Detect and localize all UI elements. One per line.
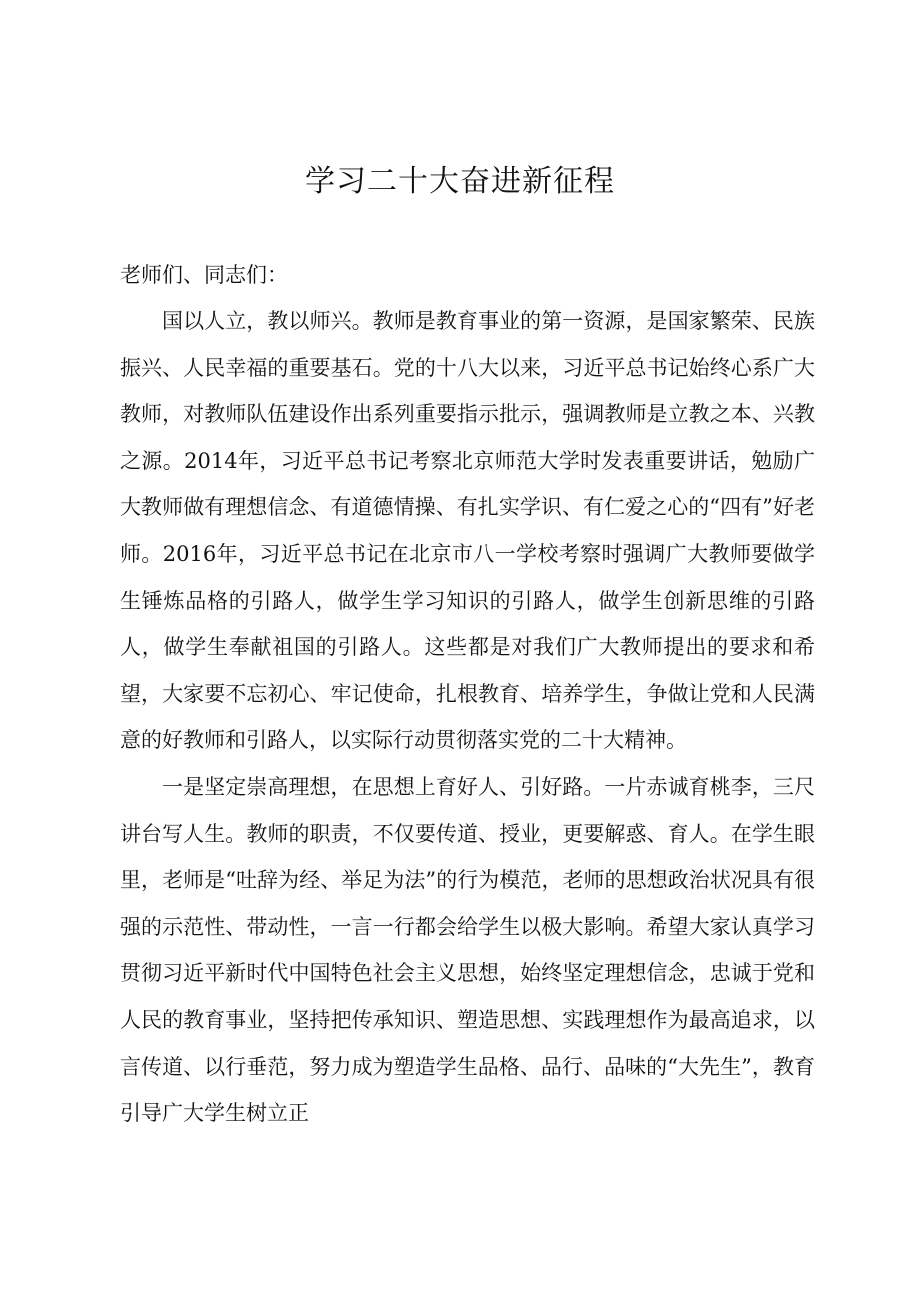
salutation: 老师们、同志们： (120, 263, 288, 287)
document-title: 学习二十大奋进新征程 (305, 164, 615, 199)
document-body (120, 298, 815, 1137)
paragraph: 国以人立，教以师兴。教师是教育事业的第一资源，是国家繁荣、民族振兴、人民幸福的重要基石。党的十八大以来，习近平总书记始终心系广大教师，对教师队伍建设作出系列重要指示批示，强调教师是立教之本、兴教之源。2014年，习近平总书记考察北京师范大学时发表重要讲话，勉励广大教师做有理想信念、有道德情操、有扎实学识、有仁爱之心的“四有”好老师。2016年，习近平总书记在北京市八一学校考察时强调广大教师要做学生锤炼品格的引路人，做学生学习知识的引路人，做学生创新思维的引路人，做学生奉献祖国的引路人。这些都是对我们广大教师提出的要求和希望，大家要不忘初心、牢记使命，扎根教育、培养学生，争做让党和人民满意的好教师和引路人，以实际行动贯彻落实党的二十大精神。 (120, 309, 815, 753)
paragraph: 一是坚定崇高理想，在思想上育好人、引好路。一片赤诚育桃李，三尺讲台写人生。教师的职责，不仅要传道、授业，更要解惑、育人。在学生眼里，老师是“吐辞为经、举足为法”的行为模范，老师的思想政治状况具有很强的示范性、带动性，一言一行都会给学生以极大影响。希望大家认真学习贯彻习近平新时代中国特色社会主义思想，始终坚定理想信念，忠诚于党和人民的教育事业，坚持把传承知识、塑造思想、实践理想作为最高追求，以言传道、以行垂范，努力成为塑造学生品格、品行、品味的“大先生”，教育引导广大学生树立正 (120, 774, 815, 1126)
